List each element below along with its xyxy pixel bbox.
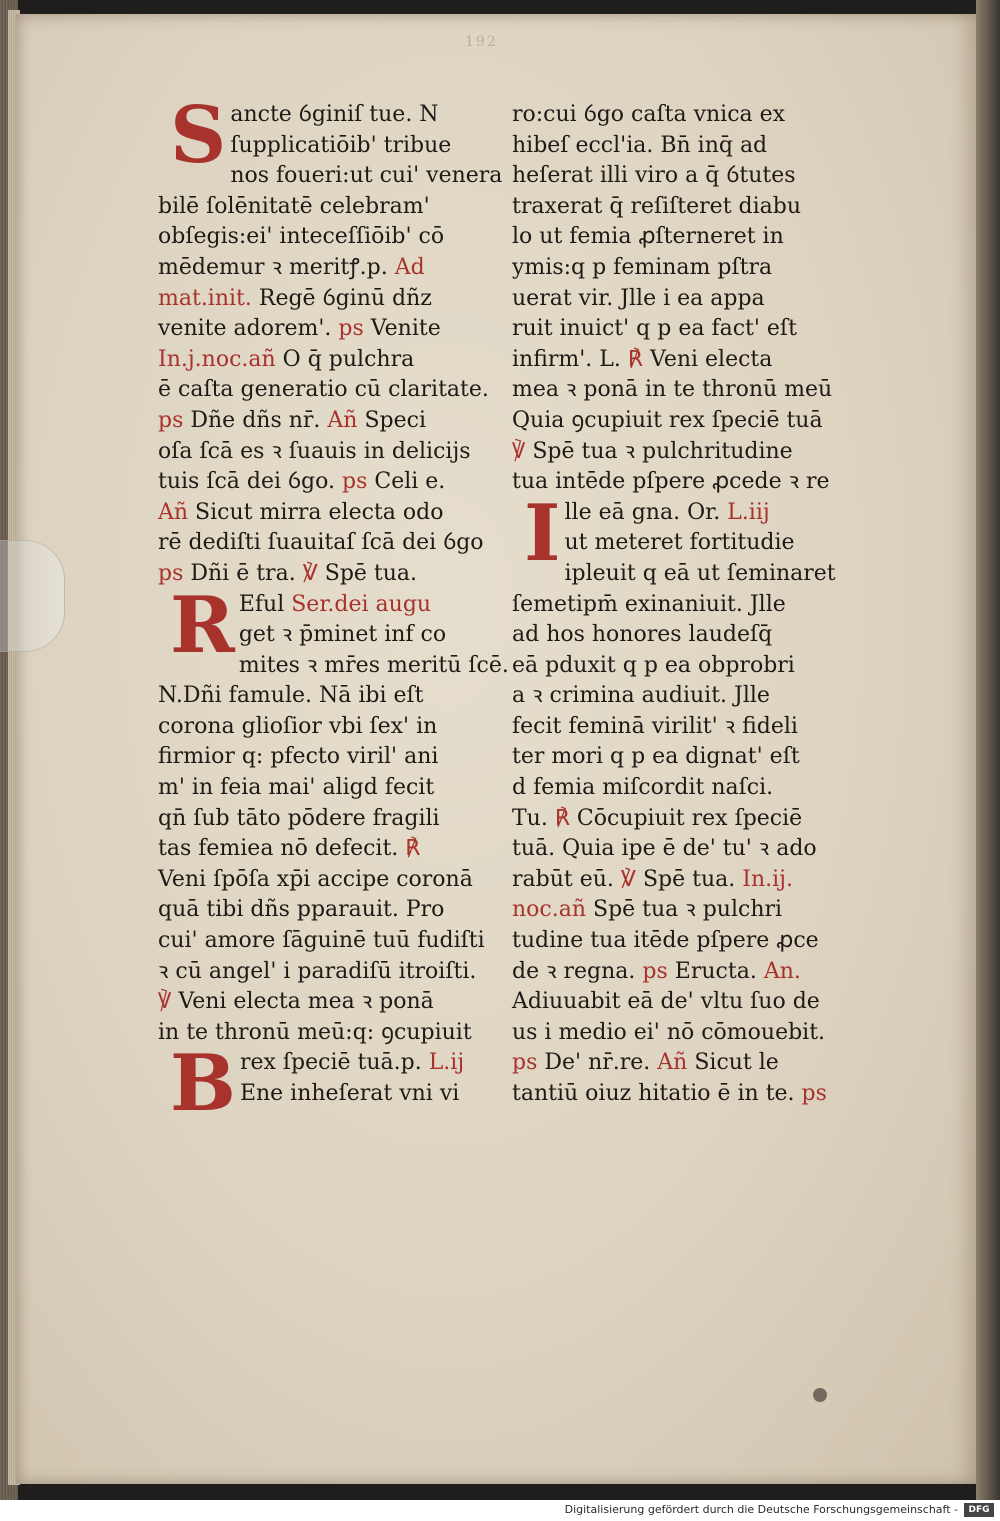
body-text: a ꝛ crimina audiuit. Jlle [512,683,770,709]
text-line [158,804,476,835]
rubric-text: ps [801,1081,827,1106]
text-column-right [512,100,842,1110]
rubric-text: In.j.noc.añ [158,346,276,372]
body-text: Ene inheſerat vni vi [239,1081,460,1106]
body-text: infirm'. L. [512,346,628,372]
body-text: Spē tua. [635,866,743,892]
text-line [158,926,485,957]
rubricated-initial: S [170,90,227,181]
text-line [512,222,842,253]
body-text: Cōcupiuit rex ſpeciē [569,805,803,831]
text-column-left [158,90,509,1130]
rubric-text: ps [338,316,364,342]
text-line [158,467,476,498]
body-text: firmior q: pfecto viril' ani [158,744,439,770]
rubric-text: Añ [657,1050,688,1076]
text-line [512,406,842,437]
body-text: Dñi ē tra. [183,560,303,586]
rubric-text: L.ij [428,1050,465,1076]
body-text: tuā. Quia ipe ē de' tu' ꝛ ado [512,836,817,862]
body-text: Quia ꝯcupiuit rex ſpeciē tuā [512,407,823,433]
text-line [512,712,842,743]
body-text: lle eā gna. Or. [564,499,728,525]
text-line [512,1018,842,1049]
rubric-text: L.iij [727,499,770,525]
body-text: heſerat illi viro a q̄ ỽtutes [512,163,796,189]
body-text: quā tibi dñs pparauit. Pro [158,897,445,923]
body-text: cui' amore ſāguinē tuū fudiſti [158,928,485,954]
body-text: de ꝛ regna. [512,958,643,984]
body-text: ut meteret fortitudie [564,530,795,556]
body-text: obſegis:ei' inteceſſiōib' cō [158,224,445,250]
body-text: ꝛ cū angel' i paradiſū itroiſti. [158,958,477,984]
dfg-logo: DFG [964,1503,994,1517]
footer-bar [0,1500,1000,1521]
body-text: ancte ỽginiſ tue. N [230,102,439,127]
body-text: Regē ỽginū dñz [251,285,432,311]
text-line [512,865,842,896]
text-line [512,375,842,406]
text-line [158,314,476,345]
rubric-text: Añ [327,407,358,433]
rubricated-initial: R [170,579,235,671]
body-text: tudine tua itēde pſpere ꝓce [512,928,819,954]
text-line [158,865,476,896]
body-text: mites ꝛ mr̄es meritū ſcē. [238,652,509,678]
body-text: traxerat q̄ reſiſteret diabu [512,193,802,219]
body-text: tas femiea nō defecit. [158,836,406,862]
rubric-text: ps [342,469,368,495]
body-text: fecit feminā virilit' ꝛ fideli [512,713,798,739]
body-text: hibeſ eccl'ia. Bn̄ inq̄ ad [512,132,768,158]
body-text: ſupplicatiōib' tribue [230,132,452,158]
text-line [158,528,484,559]
text-line [158,437,476,468]
text-line [512,895,842,926]
text-line [158,957,476,988]
text-line [512,559,842,590]
body-text: rex ſpeciē tuā.p. [239,1050,429,1076]
text-line [512,284,842,315]
text-line [158,253,476,284]
body-text: Adiuuabit eā de' vltu ſuo de [512,989,820,1015]
text-line [512,834,842,865]
text-line [512,100,842,131]
text-line [512,681,842,712]
rubric-text: Ad [394,254,425,280]
body-text: Tu. [512,805,555,831]
body-text: O q̄ pulchra [275,346,415,372]
text-line [158,1018,476,1049]
text-line [512,651,842,682]
body-text: rē dediſti ſuauitaſ ſcā dei ỽgo [158,530,484,556]
body-text: N.Dñi famule. Nā ibi eſt [158,683,424,709]
gutter-shadow [976,0,1000,1500]
body-text: ē caſta generatio cū claritate. [158,377,489,403]
body-text: corona glioſior vbi ſex' in [158,713,438,739]
body-text: Speci [357,407,426,433]
text-line [512,773,842,804]
body-text: m' in feia mai' aligd fecit [158,775,435,801]
body-text: ſemetipm̄ exinaniuit. Jlle [512,591,786,617]
rubric-text: ℣ [158,989,172,1015]
body-text: Spē tua. [317,560,418,586]
body-text: rabūt eū. [512,866,621,892]
body-text: ter mori q p ea dignat' eſt [512,744,800,770]
body-text: d femia miſcordit naſci. [512,775,774,801]
body-text: get ꝛ p̄minet inf co [238,622,447,648]
text-line [512,437,842,468]
rubric-text: ps [512,1050,538,1076]
text-line [512,161,842,192]
rubric-text: ℣ [302,560,318,586]
rubric-text: ℟ [405,836,421,862]
text-line [158,192,476,223]
body-text: ro:cui ỽgo caſta vnica ex [512,102,786,127]
text-line [158,987,476,1018]
body-text: bilē ſolēnitatē celebram' [158,193,430,219]
text-line [158,222,476,253]
body-text: ipleuit q eā ut ſeminaret [564,560,836,586]
text-line [512,742,842,773]
rubric-text: noc.añ [512,897,587,923]
rubricated-initial: B [170,1038,236,1130]
body-text: Eructa. [667,958,764,984]
ink-stain [813,1388,827,1402]
plastic-clip [0,540,65,652]
text-line [512,253,842,284]
text-line [158,375,489,406]
body-text: mēdemur ꝛ meritꝭ.p. [158,254,395,280]
body-text: Celi e. [367,469,446,495]
body-text: Sicut le [687,1050,779,1076]
text-line [158,406,476,437]
body-text: Dñe dñs nr̄. [183,407,328,433]
text-line [158,284,476,315]
body-text: tantiū oiuz hitatio ē in te. [512,1081,802,1106]
text-line [158,681,476,712]
rubric-text: ps [158,407,184,433]
rubric-text: ℣ [512,438,526,464]
text-line [512,590,842,621]
text-line [512,957,842,988]
body-text: Spē tua ꝛ pulchri [586,897,783,923]
body-text: Spē tua ꝛ pulchritudine [525,438,793,464]
text-line [512,987,842,1018]
text-line [512,192,842,223]
body-text: Sicut mirra electa odo [188,499,444,525]
text-line [158,559,476,590]
text-line [512,131,842,162]
rubric-text: Añ [158,499,189,525]
body-text: lo ut femia ꝓſterneret in [512,224,784,250]
body-text: in te thronū meū:q: ꝯcupiuit [158,1019,472,1045]
body-text: ad hos honores laudeſq̄ [512,622,773,648]
body-text: Venite [363,316,441,342]
text-line [158,498,476,529]
folio-number: 192 [465,34,498,50]
text-line [158,773,476,804]
rubric-text: ℟ [554,805,570,831]
rubric-text: ℟ [627,346,643,372]
text-line [512,528,842,559]
body-text: Veni electa mea ꝛ ponā [171,989,434,1015]
body-text: qn̄ ſub tāto pōdere fragili [158,805,440,831]
text-line [158,345,476,376]
text-line [512,314,842,345]
body-text: Veni electa [642,346,773,372]
funding-credit: Digitalisierung gefördert durch die Deutsche Forschungsgemeinschaft - [564,1503,958,1516]
text-line [158,834,476,865]
rubric-text: mat.init. [158,285,252,311]
body-text: tuis ſcā dei ỽgo. [158,469,342,495]
body-text: Veni ſpōſa xp̄i accipe coronā [158,866,473,892]
body-text: ymis:q p feminam pſtra [512,254,773,280]
body-text: venite adorem'. [158,316,339,342]
text-line [512,926,842,957]
rubric-text: Ser.dei augu [291,591,432,617]
rubric-text: An. [763,958,801,984]
body-text: mea ꝛ ponā in te thronū meū [512,377,833,403]
text-line [512,804,842,835]
body-text: us i medio ei' nō cōmouebit. [512,1019,826,1045]
body-text: nos foueri:ut cui' venera [230,163,503,189]
body-text: Eful [238,591,292,617]
body-text: ruit inuict' q p ea fact' eſt [512,316,797,342]
text-line [512,1048,842,1079]
text-line [512,620,842,651]
text-line [512,345,842,376]
text-line [512,1079,842,1110]
body-text: uerat vir. Jlle i ea appa [512,285,765,311]
rubric-text: In.ij. [742,866,793,892]
rubricated-initial: I [524,487,561,579]
rubric-text: ℣ [620,866,636,892]
rubric-text: ps [158,560,184,586]
body-text: De' nr̄.re. [537,1050,658,1076]
rubric-text: ps [642,958,668,984]
text-line [158,742,476,773]
text-line [158,712,476,743]
body-text: eā pduxit q p ea obprobri [512,652,795,678]
text-line [512,467,842,498]
body-text: oſa ſcā es ꝛ ſuauis in delicijs [158,438,471,464]
text-line [158,895,476,926]
body-text: tua intēde pſpere ꝓcede ꝛ re [512,469,830,495]
